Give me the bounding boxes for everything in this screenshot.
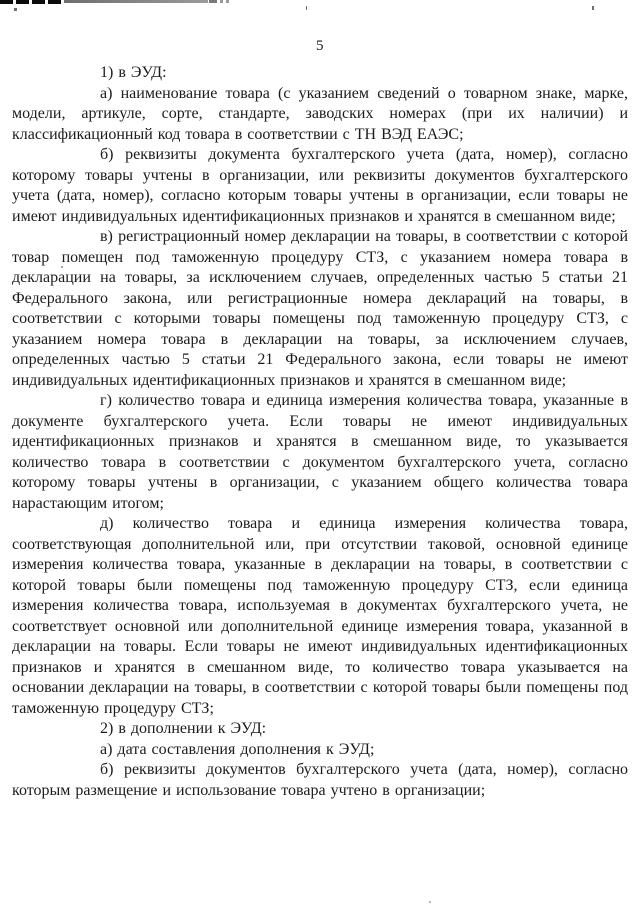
scan-speck bbox=[429, 901, 431, 903]
paragraph-2b-requisites: б) реквизиты документов бухгалтерского учета (дата, номер), согласно которым размещение и использование товара учтено в организации; bbox=[12, 761, 628, 799]
scan-speck bbox=[14, 8, 17, 11]
paragraph-1v-registration-number: в) регистрационный номер декларации на товары, в соответствии с которой товар помещен под таможенную процедуру СТЗ, с указанием номера товара в декларации на товары, за исключением случаев, определенных частью 5 статьи 21 Федерального закона, или регистрационные номера деклараций на товары, в соответствии с которыми товары помещены под таможенную процедуру СТЗ, с указанием номера товара в декларации на товары, за исключением случаев, определенных частью 5 статьи 21 Федерального закона, если товары не имеют индивидуальных идентификационных признаков и хранятся в смешанном виде; bbox=[12, 228, 628, 389]
document-body bbox=[12, 63, 628, 801]
scan-artifact-segment bbox=[209, 0, 217, 3]
scan-artifact-segment bbox=[0, 0, 64, 4]
paragraph-1-eud: 1) в ЭУД: bbox=[100, 64, 167, 81]
scan-speck bbox=[592, 6, 594, 10]
scan-artifact-top-line bbox=[0, 0, 232, 4]
paragraph-1a-name: а) наименование товара (с указанием сведений о товарном знаке, марке, модели, артикуле, сорте, стандарте, заводских номерах (при их наличии) и классификационный код товара в соответствии с ТН ВЭД ЕАЭС; bbox=[12, 84, 628, 143]
paragraph-2a-date: а) дата составления дополнения к ЭУД; bbox=[100, 740, 375, 758]
paragraph-1g-quantity: г) количество товара и единица измерения количества товара, указанные в документе бухгалтерского учета. Если товары не имеют индивидуальных идентификационных признаков и хранятся в смешанном виде, то указывается количество товара в соответствии с документом бухгалтерского учета, согласно которому товары учтены в организации, с указанием общего количества товара нарастающим итогом; bbox=[12, 392, 628, 512]
page-number: 5 bbox=[316, 38, 324, 54]
scan-artifact-segment bbox=[64, 0, 208, 3]
scan-speck bbox=[306, 6, 307, 10]
paragraph-2-supplement: 2) в дополнении к ЭУД: bbox=[100, 720, 267, 737]
paragraph-1b-requisites: б) реквизиты документа бухгалтерского учета (дата, номер), согласно которому товары учтены в организации, или реквизиты документов бухгалтерского учета (дата, номер), согласно которым товары учтены в организации, если товары не имеют индивидуальных идентификационных признаков и хранятся в смешанном виде; bbox=[12, 146, 628, 225]
scan-artifact-segment bbox=[220, 0, 232, 3]
paragraph-1d-quantity-unit: д) количество товара и единица измерения количества товара, соответствующая дополнительной или, при отсутствии таковой, основной единице измерения количества товара, указанные в декларации на товары, в соответствии с которой товары были помещены под таможенную процедуру СТЗ, если единица измерения количества товара, используемая в документах бухгалтерского учета, не соответствует основной или дополнительной единице измерения товара, указанной в декларации на товары. Если товары не имеют индивидуальных идентификационных признаков и хранятся в смешанном виде, то количество товара указывается на основании декларации на товары, в соответствии с которой товары были помещены под таможенную процедуру СТЗ; bbox=[12, 515, 628, 717]
